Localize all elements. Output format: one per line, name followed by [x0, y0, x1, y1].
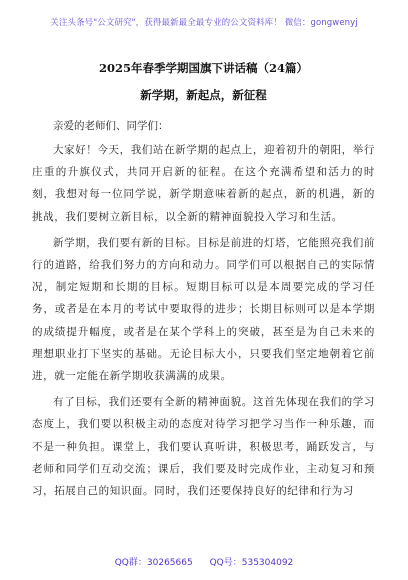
footer-qq-number: QQ号：535304092 [209, 558, 294, 568]
document-title: 2025年春季学期国旗下讲话稿（24篇） [98, 61, 308, 75]
footer-qq-group: QQ群：30265665 [114, 558, 193, 568]
salutation: 亲爱的老师们、同学们： [53, 120, 169, 132]
document-body [32, 60, 375, 502]
paragraph-1: 大家好！今天，我们站在新学期的起点上，迎着初升的朝阳，举行庄重的升旗仪式，共同开启新的征程。在这个充满希望和活力的时刻，我想对每一位同学说，新学期意味着新的起点，新的机遇，新的挑战，我们要树立新目标，以全新的精神面貌投入学习和生活。 [32, 144, 375, 223]
footer-contact [0, 555, 408, 568]
paragraph-3: 有了目标，我们还要有全新的精神面貌。这首先体现在我们的学习态度上，我们要以积极主动的态度对待学习把学习当作一种乐趣，而不是一种负担。课堂上，我们要认真听讲，积极思考，踊跃发言，与老师和同学们互动交流；课后，我们要及时完成作业，主动复习和预习，拓展自己的知识面。同时，我们还要保持良好的纪律和行为习 [32, 396, 375, 498]
document-subtitle: 新学期，新起点，新征程 [140, 88, 267, 102]
paragraph-2: 新学期，我们要有新的目标。目标是前进的灯塔，它能照亮我们前行的道路，给我们努力的方向和动力。同学们可以根据自己的实际情况，制定短期和长期的目标。短期目标可以是本周要完成的学习任务，或者是在本月的考试中要取得的进步；长期目标则可以是本学期的成绩提升幅度，或者是在某个学科上的突破，甚至是为自己未来的理想职业打下坚实的基础。无论目标大小，只要我们坚定地朝着它前进，就一定能在新学期收获满满的成果。 [32, 236, 375, 383]
header-promo-note: 关注头条号"公文研究"，获得最新最全最专业的公文资料库！ 微信：gongwenyj [50, 18, 358, 28]
